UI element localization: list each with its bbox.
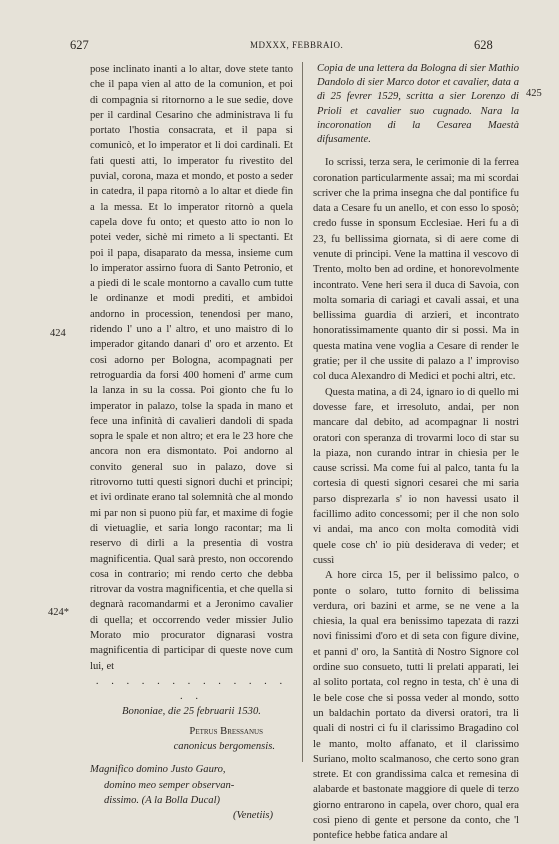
left-page-number: 627: [70, 38, 89, 52]
address-line: domino meo semper observan-: [104, 779, 235, 791]
letter-body-paragraph: Io scrissi, terza sera, le cerimonie di la ferrea coronation particularmente assai; ma mi scordai scriver che la prima insegna che dal pontifice fu data a Cesare fu un anello, et con esso lo sposò; credo fusse in sponsum Ecclesiae. Heri fu a dì 23, fu bellissima giornata, sì di aere come di venute di principi. Vene la mattina il vescovo di Trento, molto ben ad ordine, et honorevolmente incontrato. Vene heri sera il duca di Savoia, con molta somaria di cariagi et cavali assai, et una bellissima guardia di arzieri, et incontrato honoratissimamente quanto dir si possi. Ma in questa matina vene voglia a Cesare di render le gratie; per il che ussite di palazo a l' improviso col duca Alexandro di Medici et pochi altri, etc.: [313, 157, 519, 383]
running-title: MDXXX, FEBBRAIO.: [250, 40, 344, 50]
margin-number: 424: [50, 328, 66, 339]
column-divider: [302, 62, 303, 762]
signature-title: canonicus bergomensis.: [173, 741, 275, 753]
margin-number: 424*: [48, 607, 69, 618]
letter-body-paragraph: A hore circa 15, per il belissimo palco, o ponte o solaro, tutto fornito di belissima verdura, ori bazini et arme, se ne vene a la chiesia, la qual era benissimo tapezata di razzi novi finissimi d'oro et di seta con figure divine, et panni d' oro, la Santità di Nostro Signore col ordine suo consueto, tutti li prelati apparati, lei al solito portata, col regno in testa, ch' è una di le bele cose che si possa veder al mondo, sotto un baldachin portato da diversi oratori, tra li quali di nostri ci fu il clarissimo Bragadino col le manto, molto affanato, et il clarissimo Suriano, molto scalmanoso, che certo sono gran strete. Et con grandissima calca et remesina di alabarde et bastonate maggiore di quele di terzo giorno entrarono in capela, over choro, qual era così pieno di gente et persone da conto, che 'l pontefice hebbe fatica andare al: [313, 570, 519, 842]
letter-body-paragraph: Questa matina, a dì 24, ignaro io di quello mi dovesse fare, et irresoluto, andai, per non mancare dal debito, ad acompagnar li nostri oratori con speranza di trovarmi loco di star su la piaza, non curando intrar in chiesia per le cause scrissi. Ma come fui al palco, tanta fu la cortesia di questi signori cesarei che mi saria parso disprezarla s' io non havessi usato il facillimo adito concessomi; per il che non solo vi andai, ma anco con molta comodità vidi quele cose ch' io più desiderava di veder; et cussì: [313, 386, 519, 566]
margin-number: 425: [526, 88, 542, 99]
address-line: Magnifico domino Justo Gauro,: [90, 764, 226, 776]
running-header: [0, 38, 559, 54]
letter-body-paragraph: pose inclinato inanti a lo altar, dove stete tanto che il papa vien al atto de la comunion, et poi di compagnia si ritornorno a le sue sedie, dove per il cardinal Cesarino che administrava li fu portato l'hostia consacrata, et il papa si comunicò, et lo imperator et li doi cardinali. Et fati questi atti, lo imperator fu rivestito del puvial, corona, maza et mondo, et posto a seder in catedra, il papa ritornò a lo altar et diede fin a la messa. Et lo imperator ritornò a quela capela dove fu onto; et questo atto io non lo potei veder, sichè mi rimeto a li spectanti. Et poi il papa, disaparato da messa, insieme cum lo imperator assirno fuora di Santo Petronio, et a piedi di le scale montorno a cavallo cum tutte le ordinanze et modi prediti, et ambidoi andorno in procession, tenendosi per mano, ridendo l' uno a l' altro, et uno maistro di lo imperador gitando danari d' oro et arzento. Et così adorno per Bologna, acompagnati per retroguardia da forsi 400 homeni d' arme cum la lanza in su la cossa. Poi gionto che fu lo imperator in palazo, tolse la spada in mano et fece una infinità di cavalieri dandoli di spada sopra le spale et non altro; et era le 23 hore che ancora non era dismontato. Poi andorno al convito general suo in palazo, dove si ritrovorno tutti questi signori duchi et principi; et ivi ordinate erano tal solemnità che al mondo mi par non si puono più far, et maxime di fogie di vietuaglie, et saria longo racontar; ma li reservo di dirli a la presentia di vostra magnificentia. Qual sarà presto, non occorendo cosa in contrario; mi rendo certo che debba ritrovar da vostra magnificentia, et che quella si degnarà racomandarmi et a Jeronimo cavalier di quella; et occorrendo veder missier Julio Morato mio procurator dignarasi vostra magnificentia di participar di queste nove cum lui, et: [90, 64, 293, 672]
address-line: (Venetiis): [232, 810, 273, 822]
right-page-number: 628: [474, 38, 493, 52]
left-column: [90, 62, 293, 824]
signature-name: Petrus Bressanus: [189, 725, 263, 737]
ellipsis-dots: . . . . . . . . . . . . . . .: [95, 675, 288, 703]
right-column: [313, 62, 519, 844]
address-line: dissimo. (A la Bolla Ducal): [104, 794, 221, 806]
dateline: Bononiae, die 25 februarii 1530.: [122, 706, 261, 718]
letter-heading: Copia de una lettera da Bologna di sier Mathio Dandolo di sier Marco dotor et cavalier, data a dì 25 fevrer 1529, scritta a sier Lorenzo di Prioli et cavalier suo cugnado. Nara la incoronation di la Cesarea Maestà difusamente.: [317, 63, 519, 146]
